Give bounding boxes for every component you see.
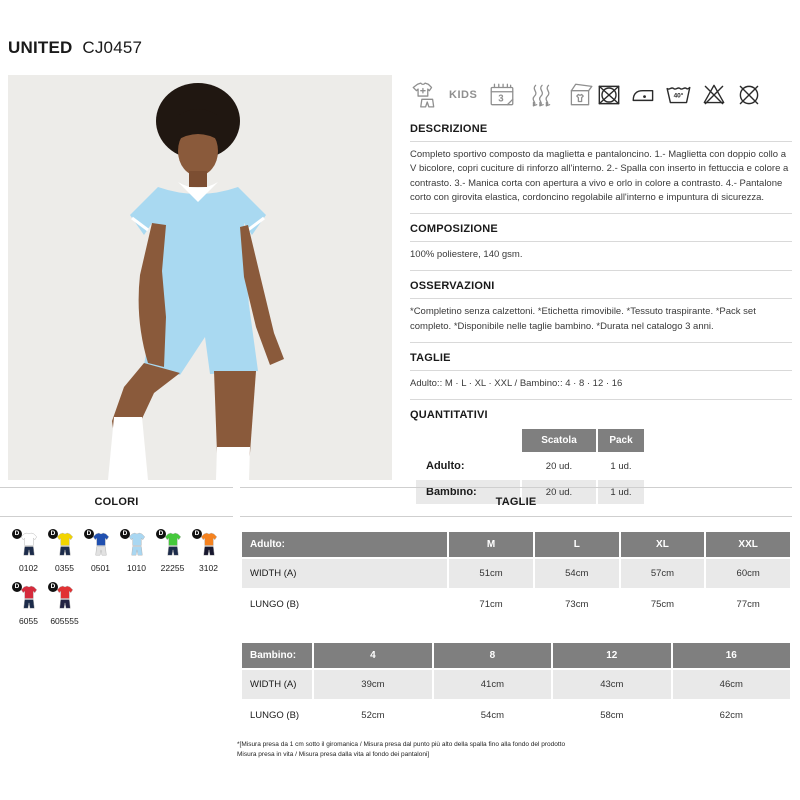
size-value: 39cm [314,670,431,699]
print-badge-icon: D [84,529,94,539]
header-size-12: 12 [553,643,670,668]
iron-low-icon [629,81,659,109]
header-bambino: Bambino: [242,643,312,668]
color-swatch [48,532,81,573]
taglie-body: Adulto:: M · L · XL · XXL / Bambino:: 4 · 8 · 12 · 16 [410,377,623,389]
print-badge-icon: D [156,529,166,539]
composizione-body: 100% poliestere, 140 gsm. [410,249,523,260]
no-tumble-dry-icon [594,81,624,109]
row-label: LUNGO (B) [250,710,300,721]
size-row-width [242,670,790,699]
color-swatch [192,532,225,573]
header-size-4: 4 [314,643,431,668]
header-size-xl: XL [621,532,705,557]
osservazioni-heading: OSSERVAZIONI [410,280,495,293]
model-illustration [8,75,392,480]
wash-temp: 40° [673,92,684,100]
divider [410,141,792,142]
size-value: 62cm [719,710,743,721]
feature-icons-row [410,76,792,114]
color-swatch [12,585,45,626]
col-header-pack: Pack [598,429,644,452]
colors-heading: COLORI [0,487,233,517]
print-badge-icon: D [120,529,130,539]
divider [410,298,792,299]
size-value: 77cm [736,599,760,610]
size-value: 54cm [480,710,504,721]
size-value: 43cm [553,670,670,699]
product-name: UNITED [8,38,73,57]
measure-footnote [237,740,565,760]
size-header-row [242,643,790,668]
header-size-m: M [449,532,533,557]
kit-set-icon [410,81,438,109]
size-table-kids [240,641,792,732]
care-icons [594,81,764,109]
header-size-16: 16 [673,643,790,668]
quantity-header-row [416,429,644,452]
header-size-xxl: XXL [706,532,790,557]
taglie-heading: TAGLIE [410,351,451,364]
color-code: 22255 [160,563,185,573]
color-swatch [12,532,45,573]
footnote-line2: Misura presa in vita / Misura presa dalla vita al fondo dei pantaloni] [237,751,430,759]
divider [410,399,792,400]
color-code: 0501 [91,563,110,573]
divider [410,241,792,242]
size-value: 46cm [673,670,790,699]
print-badge-icon: D [48,582,58,592]
pack-set-icon [566,81,594,109]
row-label: WIDTH (A) [242,559,447,588]
composizione-heading: COMPOSIZIONE [410,223,498,235]
size-value: 41cm [434,670,551,699]
calendar-3-icon [488,81,516,109]
quantity-row-adulto [416,454,644,478]
size-row-width [242,559,790,588]
color-code: 3102 [199,563,218,573]
descrizione-body: Completo sportivo composto da maglietta e pantaloncino. 1.- Maglietta con doppio collo a V bicolore, copri cuciture di rinforzo all'interno. 2.- Spalla con inserto in fettuccia e colore a contrasto. 3.- Manica corta con apertura a vivo e orlo in colore a contrasto. 4.- Pantalone corto con girovita elastica, cordoncino regolabile all'interno e impuntura di sicurezza. [410,149,789,203]
no-dry-clean-icon [734,81,764,109]
sock-left [108,417,148,480]
color-code: 1010 [127,563,146,573]
neck [189,171,207,187]
footnote-line1: *[Misura presa da 1 cm sotto il giromanica / Misura presa dal punto più alto della spalla fino alla fondo del prodotto [237,741,566,748]
size-panel [240,487,792,732]
size-value: 75cm [650,599,675,610]
row-label: LUNGO (B) [250,599,300,610]
size-value: 58cm [600,710,624,721]
quantitativi-heading: QUANTITATIVI [410,409,488,421]
color-code: 0102 [19,563,38,573]
kids-label: KIDS [449,89,478,101]
header-size-l: L [535,532,619,557]
spec-column [410,76,792,506]
size-value: 54cm [535,559,619,588]
color-code: 6055 [19,616,38,626]
color-swatches [0,517,233,626]
product-code-value: CJ0457 [82,38,143,57]
page-title [8,38,142,58]
row-label: WIDTH (A) [242,670,312,699]
no-bleach-icon [699,81,729,109]
size-heading: TAGLIE [240,487,792,517]
row-label: Bambino: [416,480,520,504]
size-value: 71cm [479,599,503,610]
color-code: 605555 [50,616,79,626]
product-photo [8,75,392,480]
size-table-adult [240,530,792,621]
osservazioni-body: *Completino senza calzettoni. *Etichetta rimovibile. *Tessuto traspirante. *Pack set completo. *Disponibile nelle taglie bambino. *Durata nel catalogo 3 anni. [410,306,756,332]
size-value: 52cm [361,710,385,721]
sock-right [216,447,250,480]
divider [410,213,792,214]
col-header-scatola: Scatola [522,429,596,452]
color-swatch [120,532,153,573]
color-swatch [48,585,81,626]
header-adulto: Adulto: [242,532,447,557]
print-badge-icon: D [12,582,22,592]
breathable-icon [527,81,555,109]
row-label: Adulto: [426,460,465,472]
size-value: 60cm [706,559,790,588]
color-swatch [156,532,189,573]
size-row-lungo [242,590,790,619]
pack-value: 1 ud. [598,480,644,504]
divider [410,370,792,371]
header-size-8: 8 [434,643,551,668]
size-value: 57cm [621,559,705,588]
colors-panel [0,487,233,626]
print-badge-icon: D [12,529,22,539]
color-swatch [84,532,117,573]
size-value: 51cm [449,559,533,588]
wash-40-icon [664,81,694,109]
scatola-value: 20 ud. [522,480,596,504]
print-badge-icon: D [192,529,202,539]
scatola-value: 20 ud. [545,460,573,472]
feature-icons [410,81,594,109]
size-header-row [242,532,790,557]
divider [410,270,792,271]
print-badge-icon: D [48,529,58,539]
calendar-number: 3 [498,93,504,105]
size-row-lungo [242,701,790,730]
divider [410,342,792,343]
size-value: 73cm [565,599,589,610]
color-code: 0355 [55,563,74,573]
pack-value: 1 ud. [610,460,632,472]
descrizione-heading: DESCRIZIONE [410,123,488,135]
